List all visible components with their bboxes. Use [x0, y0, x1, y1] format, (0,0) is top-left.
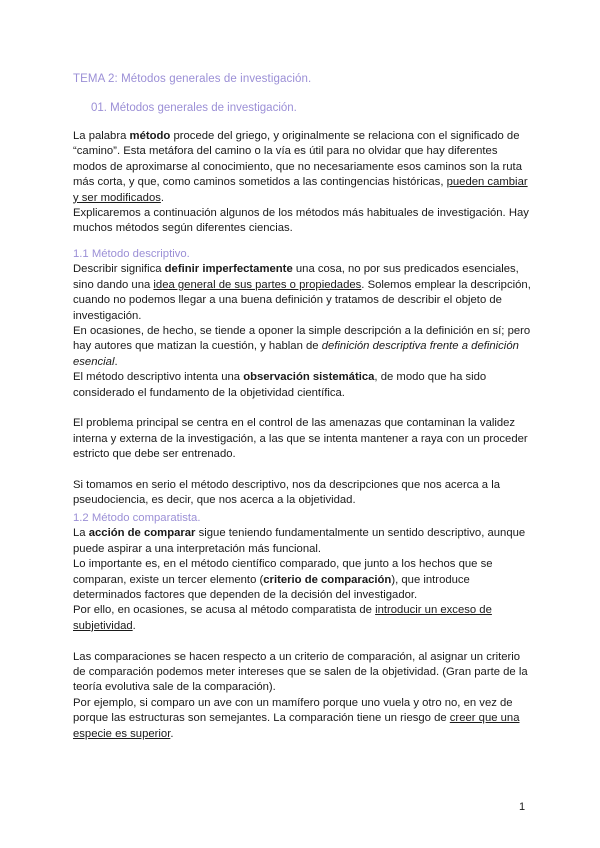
descriptivo-paragraph-5: Si tomamos en serio el método descriptivo, nos da descripciones que nos acerca a la pseudociencia, es decir, que nos acerca a la objetividad. — [73, 479, 500, 507]
comparatista-paragraph-2: Lo importante es, en el método científico comparado, que junto a los hechos que se comparan, existe un tercer elemento (criterio de comparación), que introduce determinados factores que dependen de la decisión del investigador. — [73, 558, 493, 602]
section-descriptivo — [73, 247, 533, 509]
comparatista-paragraph-4: Las comparaciones se hacen respecto a un criterio de comparación, al asignar un criterio de comparación podemos meter intereses que se salen de la objetividad. (Gran parte de la teoría evolutiva sale de la comparación). — [73, 650, 528, 694]
comparatista-paragraph-1: La acción de comparar sigue teniendo fundamentalmente un sentido descriptivo, aunque puede aspirar a una interpretación más funcional. — [73, 527, 526, 555]
descriptivo-paragraph-2: En ocasiones, de hecho, se tiende a oponer la simple descripción a la definición en sí; pero hay autores que matizan la cuestión, y hablan de definición descriptiva frente a definición esencial. — [73, 325, 531, 368]
descriptivo-paragraph-1: Describir significa definir imperfectamente una cosa, no por sus predicados esenciales, sino dando una idea general de sus partes o propiedades. Solemos emplear la descripción, cuando no podemos llegar a una buena definición y tratamos de describir el objeto de investigación. — [73, 263, 531, 322]
comparatista-paragraph-5: Por ejemplo, si comparo un ave con un mamífero porque uno vuela y otro no, en vez de porque las estructuras son semejantes. La comparación tiene un riesgo de creer que una especie es superior. — [73, 696, 520, 740]
intro-paragraph-2: Explicaremos a continuación algunos de los métodos más habituales de investigación. Hay muchos métodos según diferentes ciencias. — [73, 207, 529, 235]
intro-paragraph-1: La palabra método procede del griego, y originalmente se relaciona con el significado de “camino”. Esta metáfora del camino o la vía es útil para no olvidar que hay diferentes modos de aproximarse al conocimiento, que no necesariamente esos caminos son la ruta más corta, y que, como caminos sometidos a las contingencias históricas, pueden cambiar y ser modificados. — [73, 130, 528, 204]
document-title: TEMA 2: Métodos generales de investigación. — [73, 73, 312, 85]
section-title-comparatista: 1.2 Método comparatista. — [73, 512, 201, 524]
section-title-descriptivo: 1.1 Método descriptivo. — [73, 248, 190, 260]
document-subtitle: 01. Métodos generales de investigación. — [91, 102, 297, 114]
descriptivo-paragraph-4: El problema principal se centra en el control de las amenazas que contaminan la validez interna y externa de la investigación, a las que se intenta mantener a raya con un proceder estricto que debe ser entrenado. — [73, 417, 528, 461]
intro-block — [73, 129, 533, 237]
page-number: 1 — [519, 801, 526, 813]
comparatista-paragraph-3: Por ello, en ocasiones, se acusa al método comparatista de introducir un exceso de subjetividad. — [73, 604, 492, 632]
section-comparatista — [73, 511, 533, 742]
descriptivo-paragraph-3: El método descriptivo intenta una observación sistemática, de modo que ha sido considerado el fundamento de la objetividad científica. — [73, 371, 487, 399]
